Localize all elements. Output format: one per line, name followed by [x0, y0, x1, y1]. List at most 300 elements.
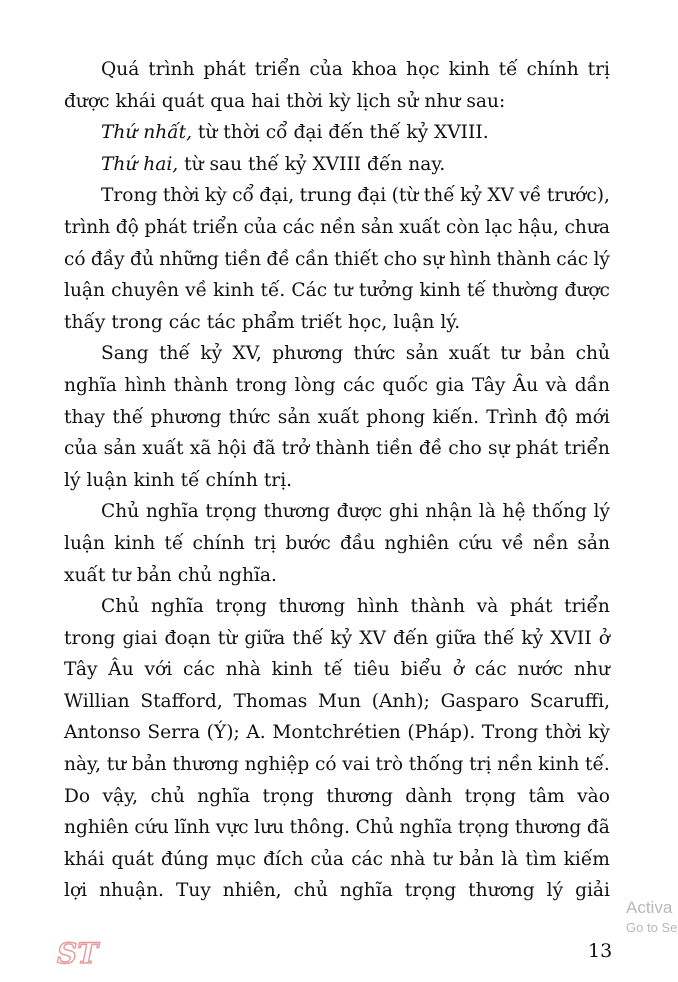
word: đầu — [339, 532, 376, 554]
word: nghĩa — [339, 880, 393, 902]
text-line — [64, 180, 610, 212]
word: kinh — [133, 469, 175, 491]
word: sự — [487, 438, 510, 460]
word: trong — [111, 311, 163, 333]
word: sản — [277, 406, 311, 428]
word: đầy — [90, 248, 125, 270]
word: tìm — [525, 848, 557, 870]
word: chủ — [575, 343, 610, 365]
word: tư — [333, 280, 353, 302]
word: vực — [215, 817, 249, 839]
word: đề — [418, 438, 443, 460]
word: Âu — [108, 659, 134, 681]
word: tế — [466, 280, 486, 302]
word: sự — [422, 248, 445, 270]
word: mục — [215, 848, 256, 870]
word: hình — [449, 248, 492, 270]
word: của — [243, 216, 278, 238]
word: tế — [164, 532, 184, 554]
word: kinh — [448, 59, 490, 80]
word: trở — [281, 438, 310, 460]
text-line — [64, 402, 610, 434]
text-line — [64, 338, 610, 370]
word: thành — [315, 438, 370, 460]
word: đoạn — [164, 627, 211, 649]
word: XV, — [232, 343, 262, 365]
word: Trình — [486, 406, 538, 428]
text-line — [64, 560, 610, 592]
word: Gasparo — [440, 690, 520, 712]
page-number: 13 — [588, 940, 613, 962]
word: thời — [286, 90, 323, 112]
word: triển — [254, 59, 301, 80]
word: Chủ — [101, 501, 140, 523]
word: đại — [357, 185, 387, 207]
word: nền — [320, 216, 356, 238]
text-line — [64, 307, 610, 339]
word: trị — [469, 754, 492, 776]
word: đã — [252, 438, 276, 460]
word: hình — [124, 374, 167, 396]
word: nghĩa. — [218, 564, 277, 586]
word: trọng — [404, 880, 457, 902]
word: trình — [148, 59, 195, 80]
word: triển — [192, 216, 239, 238]
word: như — [573, 659, 610, 681]
word: tiêu — [353, 659, 390, 681]
word: nhà — [390, 848, 426, 870]
word: phương — [272, 343, 344, 365]
word: đã — [586, 817, 610, 839]
word: có — [315, 754, 337, 776]
word: kiếm — [563, 848, 610, 870]
text-line — [64, 212, 610, 244]
word: chính — [192, 532, 245, 554]
text-line — [64, 875, 610, 907]
word: luận — [64, 280, 105, 302]
word: dành — [405, 785, 453, 807]
word: xuất — [399, 216, 441, 238]
word: Quá — [101, 59, 140, 80]
word: tiền — [375, 438, 413, 460]
word: tác — [206, 311, 236, 333]
word: kinh — [114, 532, 156, 554]
word: khái — [64, 848, 105, 870]
word: các — [474, 659, 507, 681]
word: trọng — [464, 785, 517, 807]
word: phát — [515, 438, 559, 460]
word: triển — [564, 596, 610, 618]
word: trị — [587, 59, 610, 80]
word: hệ — [502, 501, 526, 523]
word: giai — [122, 627, 158, 649]
word: độ — [544, 406, 568, 428]
lead-rest: từ thời cổ đại đến thế kỷ XVIII. — [192, 122, 489, 144]
word: kinh — [538, 754, 580, 776]
word: thương — [278, 596, 346, 618]
italic-lead: Thứ nhất, — [101, 122, 192, 144]
word: thương — [468, 880, 535, 902]
word: nhiên, — [222, 880, 282, 902]
word: chủ — [150, 785, 185, 807]
word: lòng — [294, 374, 336, 396]
word: này, — [64, 754, 102, 776]
text-line — [64, 623, 610, 655]
word: trọng — [262, 785, 314, 807]
word: thời — [162, 185, 200, 207]
windows-activation-watermark — [626, 898, 677, 935]
word: lợi — [64, 880, 88, 902]
svg-text:ST: ST — [57, 937, 99, 970]
watermark-line-2: Go to Se — [626, 920, 678, 935]
word: cứu — [134, 817, 169, 839]
word: với — [144, 659, 173, 681]
word: bản — [136, 564, 172, 586]
word: về — [501, 532, 524, 554]
word: bản — [131, 754, 167, 776]
word: trước), — [546, 185, 610, 207]
word: lý — [546, 880, 564, 902]
word: Willian — [64, 690, 130, 712]
word: còn — [445, 216, 480, 238]
word: kinh — [271, 659, 313, 681]
word: trung — [299, 185, 352, 207]
text-line — [64, 370, 610, 402]
word: thế — [483, 627, 515, 649]
word: của — [310, 848, 345, 870]
word: XV — [487, 185, 514, 207]
word: các — [183, 659, 215, 681]
list-line-first — [64, 117, 610, 149]
word: sau: — [466, 90, 506, 112]
word: Antonso — [64, 722, 141, 744]
word: tế — [498, 59, 518, 80]
word: về — [519, 185, 542, 207]
word: thành — [173, 374, 229, 396]
word: nghĩa — [145, 501, 199, 523]
text-line — [64, 275, 610, 307]
word: là — [478, 501, 496, 523]
word: (từ — [391, 185, 419, 207]
text-line — [64, 528, 610, 560]
word: tế — [180, 469, 200, 491]
word: nghiên — [64, 817, 129, 839]
word: Trong — [101, 185, 158, 207]
text-line — [64, 812, 610, 844]
word: thế — [292, 627, 324, 649]
word: nghiệp — [244, 754, 310, 776]
word: quát — [161, 90, 205, 112]
word: sản — [103, 438, 137, 460]
word: thế — [423, 185, 455, 207]
word: kỳ — [204, 185, 227, 207]
word: luận — [393, 311, 435, 333]
word: các — [351, 848, 384, 870]
word: lưu — [254, 817, 285, 839]
word: mới — [575, 406, 610, 428]
word: luận — [86, 469, 128, 491]
word: phong — [366, 406, 426, 428]
word: tế — [323, 659, 343, 681]
word: thức — [353, 343, 396, 365]
word: tâm — [528, 785, 565, 807]
watermark-line-1: Activa — [626, 898, 673, 917]
word: ở — [598, 627, 610, 649]
word: thành — [410, 596, 465, 618]
word: kỷ — [460, 185, 482, 207]
word: chuyên — [111, 280, 179, 302]
word: bản — [459, 848, 495, 870]
word: các — [556, 248, 589, 270]
word: tiền — [224, 248, 262, 270]
word: đại, — [259, 185, 295, 207]
word: chủ — [293, 880, 328, 902]
word: trình — [64, 216, 111, 238]
word: trò — [375, 754, 404, 776]
word: của — [64, 438, 98, 460]
word: nhuận. — [99, 880, 164, 902]
word: Tây — [471, 374, 506, 396]
word: tưởng — [358, 280, 414, 302]
word: Các — [291, 280, 328, 302]
word: kiến. — [432, 406, 480, 428]
text-line — [64, 781, 610, 813]
word: kỷ — [200, 343, 223, 365]
word: tư — [432, 848, 452, 870]
word: các — [168, 311, 201, 333]
word: cho — [383, 248, 418, 270]
word: gia — [435, 374, 465, 396]
word: của — [309, 59, 343, 80]
word: phẩm — [241, 311, 295, 333]
word: kỳ — [588, 722, 610, 744]
word: tư — [500, 343, 520, 365]
text-line — [64, 86, 610, 118]
word: sản — [405, 343, 439, 365]
word: được — [564, 280, 610, 302]
word: Chủ — [101, 596, 140, 618]
italic-lead: Thứ hai, — [101, 153, 179, 175]
word: Trong — [481, 722, 539, 744]
word: thống — [408, 754, 464, 776]
word: từ — [217, 627, 238, 649]
word: xuất — [448, 343, 491, 365]
word: được — [64, 90, 110, 112]
word: (Anh); — [371, 690, 430, 712]
word: thức — [228, 406, 271, 428]
word: vai — [342, 754, 370, 776]
word: đến — [392, 627, 429, 649]
text-line — [64, 591, 610, 623]
word: Tuy — [175, 880, 211, 902]
word: tư — [106, 754, 127, 776]
word: sử — [396, 90, 419, 112]
text-line — [64, 244, 610, 276]
word: thường — [491, 280, 559, 302]
word: Âu — [512, 374, 539, 396]
word: ghi — [388, 501, 419, 523]
word: hậu, — [518, 216, 559, 238]
word: thương — [514, 817, 582, 839]
word: học, — [347, 311, 388, 333]
word: Tây — [64, 659, 98, 681]
word: thống — [532, 501, 587, 523]
word: Stafford, — [140, 690, 223, 712]
word: kinh — [213, 280, 255, 302]
word: Mun — [318, 690, 361, 712]
text-line — [64, 654, 610, 686]
text-line — [64, 686, 610, 718]
word: thông. — [289, 817, 351, 839]
word: có — [64, 248, 86, 270]
word: và — [476, 596, 499, 618]
publisher-logo — [56, 936, 99, 970]
word: thương — [326, 785, 393, 807]
word: trọng — [457, 817, 510, 839]
word: thế — [112, 406, 144, 428]
word: (Ý); — [206, 722, 240, 744]
word: triển — [564, 438, 610, 460]
word: lịch — [356, 90, 391, 112]
word: cần — [295, 248, 329, 270]
word: tư — [111, 564, 131, 586]
word: tế. — [585, 754, 610, 776]
word: độ — [115, 216, 139, 238]
word: phát — [144, 216, 187, 238]
word: các — [342, 374, 375, 396]
word: lý — [593, 501, 610, 523]
word: tế. — [260, 280, 286, 302]
word: lý. — [440, 311, 461, 333]
word: thương — [263, 501, 330, 523]
word: dần — [574, 374, 610, 396]
word: giải — [575, 880, 610, 902]
word: thiết — [334, 248, 379, 270]
word: kỳ — [328, 90, 351, 112]
word: những — [159, 248, 219, 270]
word: đúng — [161, 848, 209, 870]
word: (Pháp). — [407, 722, 476, 744]
word: như — [424, 90, 461, 112]
text-line — [64, 496, 610, 528]
word: nghĩa — [399, 817, 453, 839]
word: cổ — [232, 185, 254, 207]
word: chưa — [564, 216, 610, 238]
word: nghĩa — [64, 374, 117, 396]
word: quốc — [382, 374, 429, 396]
text-line — [64, 844, 610, 876]
word: luận — [64, 532, 105, 554]
word: đích — [263, 848, 304, 870]
word: các — [282, 216, 315, 238]
word: xã — [189, 438, 212, 460]
word: chính — [526, 59, 579, 80]
word: Serra — [147, 722, 201, 744]
word: lạc — [485, 216, 513, 238]
word: XVII — [550, 627, 592, 649]
word: nghiên — [384, 532, 450, 554]
word: phát — [203, 59, 246, 80]
word: Do — [64, 785, 91, 807]
word: Thomas — [233, 690, 308, 712]
word: nước — [517, 659, 564, 681]
text-line — [64, 433, 610, 465]
text-line — [64, 749, 610, 781]
word: trị. — [263, 469, 293, 491]
word: hội — [217, 438, 247, 460]
word: trị — [253, 532, 277, 554]
word: Scaruffi, — [529, 690, 610, 712]
word: trọng — [205, 501, 257, 523]
text-line — [64, 54, 610, 86]
word: xuất — [64, 564, 106, 586]
word: ở — [452, 659, 464, 681]
word: đề — [266, 248, 290, 270]
word: kinh — [419, 280, 461, 302]
word: khoa — [351, 59, 398, 80]
word: lý — [64, 469, 81, 491]
word: phát — [510, 596, 553, 618]
word: quát — [111, 848, 154, 870]
word: A. — [246, 722, 266, 744]
word: XV — [359, 627, 386, 649]
word: chủ — [177, 564, 213, 586]
word: chính — [205, 469, 258, 491]
word: vậy, — [102, 785, 139, 807]
word: cứu — [458, 532, 493, 554]
word: thời — [544, 722, 582, 744]
word: xuất — [142, 438, 184, 460]
word: thế — [159, 343, 190, 365]
lead-rest: từ sau thế kỷ XVIII đến nay. — [178, 153, 446, 175]
word: trọng — [215, 596, 267, 618]
word: nhà — [225, 659, 261, 681]
word: đủ — [129, 248, 154, 270]
word: về — [185, 280, 208, 302]
word: cho — [448, 438, 482, 460]
text-line — [64, 465, 610, 497]
word: sản — [360, 216, 394, 238]
word: Sang — [101, 343, 149, 365]
word: bản — [530, 343, 566, 365]
word: thành — [496, 248, 551, 270]
word: giữa — [435, 627, 477, 649]
word: trong — [64, 627, 116, 649]
word: là — [501, 848, 519, 870]
word: biểu — [400, 659, 442, 681]
word: giữa — [244, 627, 286, 649]
word: thay — [64, 406, 106, 428]
word: thương — [172, 754, 239, 776]
word: lĩnh — [174, 817, 211, 839]
word: lý — [593, 248, 610, 270]
word: kỷ — [330, 627, 353, 649]
word: nghĩa — [197, 785, 251, 807]
word: học — [406, 59, 440, 80]
word: hai — [251, 90, 281, 112]
word: khái — [115, 90, 156, 112]
word: thấy — [64, 311, 106, 333]
word: phương — [150, 406, 222, 428]
list-line-second — [64, 149, 610, 181]
word: nền — [497, 754, 533, 776]
body-text — [64, 54, 610, 907]
word: Montchrétien — [272, 722, 401, 744]
word: bước — [285, 532, 331, 554]
word: nghĩa — [150, 596, 204, 618]
word: trong — [235, 374, 288, 396]
text-line — [64, 717, 610, 749]
